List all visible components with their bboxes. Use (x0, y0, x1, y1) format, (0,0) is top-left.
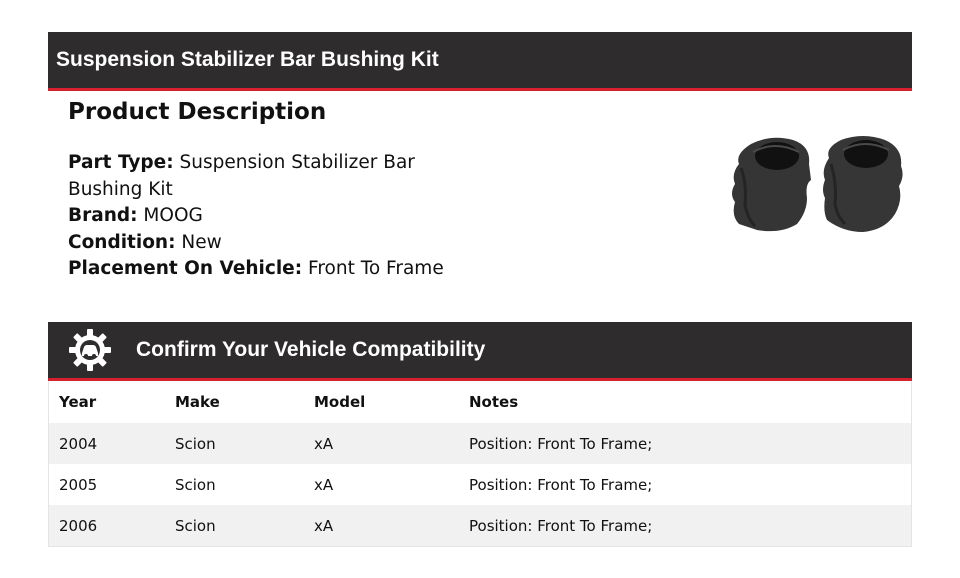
col-make: Make (175, 393, 220, 411)
cell-notes: Position: Front To Frame; (469, 434, 653, 453)
cell-model: xA (314, 516, 334, 535)
spec-list (68, 150, 468, 283)
bushing-right (823, 136, 903, 232)
product-title-banner (48, 32, 912, 91)
cell-notes: Position: Front To Frame; (469, 475, 653, 494)
spec-brand: Brand: MOOG (68, 205, 203, 226)
table-header (49, 381, 911, 423)
spec-condition: Condition: New (68, 231, 222, 253)
cell-year: 2005 (59, 475, 98, 494)
gear-car-icon (68, 328, 112, 372)
cell-year: 2004 (59, 434, 98, 453)
compatibility-title: Confirm Your Vehicle Compatibility (136, 338, 486, 361)
cell-year: 2006 (59, 516, 98, 535)
cell-model: xA (314, 475, 334, 494)
table-row (49, 464, 911, 505)
col-year: Year (59, 393, 97, 411)
product-title: Suspension Stabilizer Bar Bushing Kit (56, 48, 439, 71)
spec-part-type: Part Type: Suspension Stabilizer Bar Bushing Kit (68, 152, 415, 200)
description-heading: Product Description (68, 99, 327, 125)
table-row (49, 505, 911, 546)
product-description (68, 96, 468, 283)
cell-make: Scion (175, 475, 216, 494)
bushing-left (732, 138, 811, 231)
cell-make: Scion (175, 516, 216, 535)
cell-model: xA (314, 434, 334, 453)
table-row (49, 423, 911, 464)
compatibility-banner (48, 322, 912, 381)
cell-make: Scion (175, 434, 216, 453)
compatibility-table (48, 381, 912, 547)
col-notes: Notes (469, 393, 519, 411)
product-image (725, 128, 905, 240)
col-model: Model (314, 393, 366, 411)
cell-notes: Position: Front To Frame; (469, 516, 653, 535)
spec-placement: Placement On Vehicle: Front To Frame (68, 258, 444, 279)
